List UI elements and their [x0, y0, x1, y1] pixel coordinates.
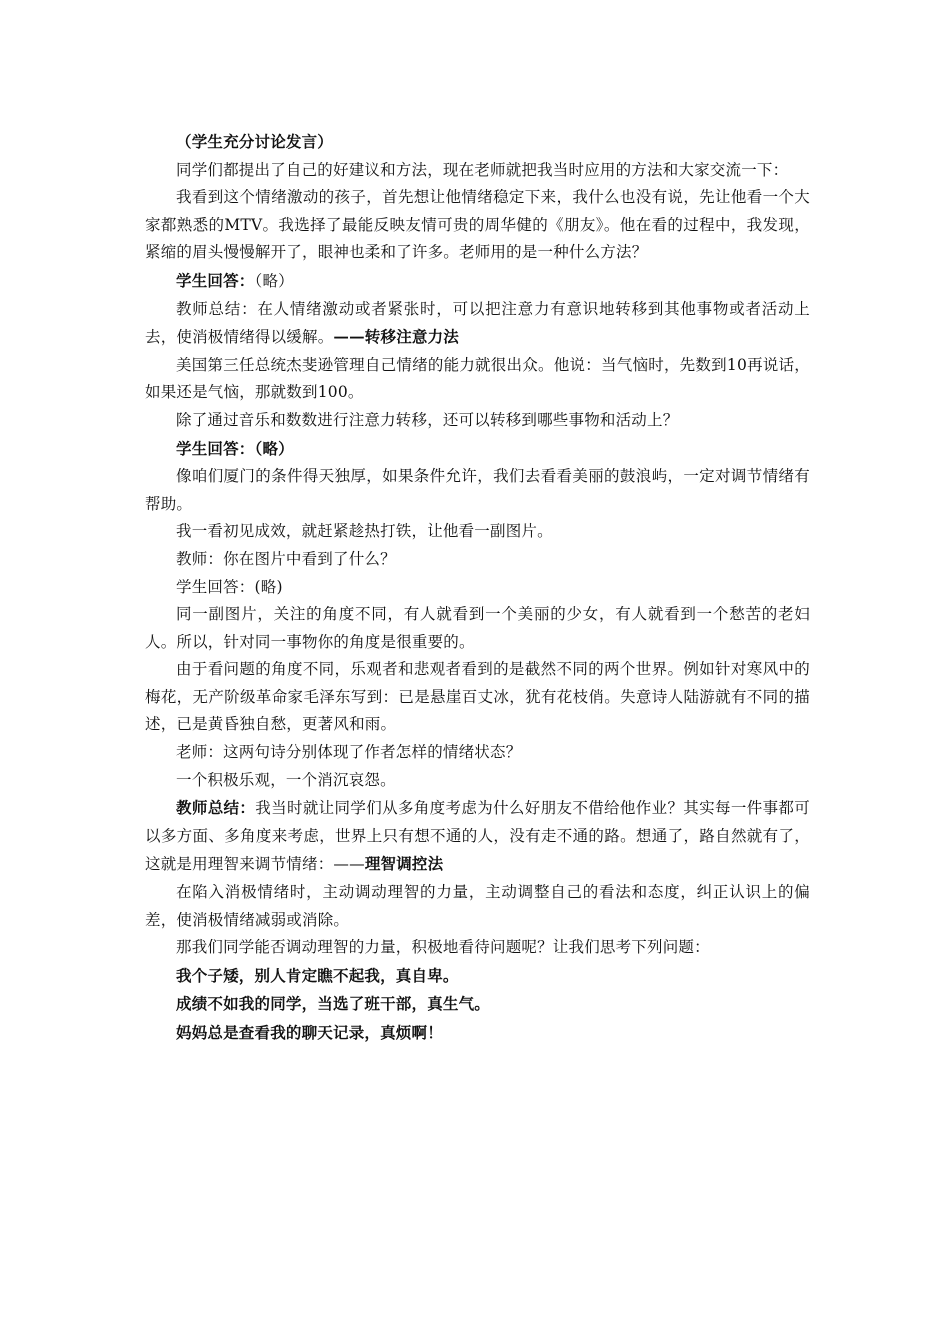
paragraph-text: 学生回答：: [176, 270, 255, 290]
paragraph-1: [145, 128, 810, 157]
paragraph-14: [145, 656, 810, 739]
paragraph-7: [145, 407, 810, 435]
paragraph-11: [145, 546, 810, 574]
document-page: [145, 128, 810, 1048]
question-text: 妈妈总是查看我的聊天记录，真烦啊！: [176, 1023, 443, 1042]
method-label: ——转移注意力法: [333, 327, 460, 347]
paragraph-text: 同一副图片，关注的角度不同，有人就看到一个美丽的少女，有人就看到一个愁苦的老妇人。所以，针对同一事物你的角度是很重要的。: [145, 605, 810, 651]
paragraph-4: [145, 267, 810, 296]
paragraph-text: 一个积极乐观，一个消沉哀怨。: [176, 770, 396, 789]
question-text: 成绩不如我的同学，当选了班干部，真生气。: [176, 994, 491, 1014]
paragraph-19: [145, 934, 810, 962]
paragraph-5: [145, 296, 810, 352]
paragraph-21: [145, 990, 810, 1019]
paragraph-17: [145, 794, 810, 879]
paragraph-text: 在陷入消极情绪时，主动调动理智的力量，主动调整自己的看法和态度，纠正认识上的偏差，使消极情绪减弱或消除。: [145, 883, 810, 929]
paragraph-16: [145, 767, 810, 795]
paragraph-8: [145, 435, 810, 464]
paragraph-2: [145, 157, 810, 185]
paragraph-10: [145, 518, 810, 546]
paragraph-text: （略）: [254, 271, 294, 290]
paragraph-3: [145, 184, 810, 267]
paragraph-22: [145, 1019, 810, 1048]
paragraph-12: [145, 574, 810, 602]
paragraph-text: 除了通过音乐和数数进行注意力转移，还可以转移到哪些事物和活动上？: [176, 410, 679, 429]
paragraph-13: [145, 601, 810, 656]
paragraph-15: [145, 739, 810, 767]
paragraph-text: 学生回答：(略): [176, 577, 283, 596]
paragraph-text: 美国第三任总统杰斐逊管理自己情绪的能力就很出众。他说：当气恼时，先数到10再说话，如果还是气恼，那就数到100。: [145, 355, 810, 402]
paragraph-9: [145, 463, 810, 518]
paragraph-6: [145, 352, 810, 407]
paragraph-text: 由于看问题的角度不同，乐观者和悲观者看到的是截然不同的两个世界。例如针对寒风中的梅花，无产阶级革命家毛泽东写到：已是悬崖百丈冰，犹有花枝俏。失意诗人陆游就有不同的描述，已是黄昏独自愁，更著风和雨。: [145, 660, 810, 734]
paragraph-text: 教师总结：: [176, 798, 256, 818]
method-label: 理智调控法: [364, 854, 444, 874]
paragraph-text: 教师：你在图片中看到了什么？: [176, 549, 396, 568]
paragraph-text: 像咱们厦门的条件得天独厚，如果条件允许，我们去看看美丽的鼓浪屿，一定对调节情绪有帮助。: [145, 467, 810, 513]
paragraph-text: 同学们都提出了自己的好建议和方法，现在老师就把我当时应用的方法和大家交流一下：: [176, 160, 789, 179]
paragraph-text: 老师：这两句诗分别体现了作者怎样的情绪状态？: [176, 743, 522, 762]
paragraph-text: 我当时就让同学们从多角度考虑为什么好朋友不借给他作业？其实每一件事都可以多方面、多角度来考虑，世界上只有想不通的人，没有走不通的路。想通了，路自然就有了，这就是用理智来调节情绪：——: [145, 799, 810, 874]
paragraph-text: 我一看初见成效，就赶紧趁热打铁，让他看一副图片。: [176, 522, 553, 541]
paragraph-text: 学生回答：（略）: [176, 438, 294, 458]
question-text: 我个子矮，别人肯定瞧不起我，真自卑。: [176, 965, 459, 985]
paragraph-text: 我看到这个情绪激动的孩子，首先想让他情绪稳定下来，我什么也没有说，先让他看一个大家都熟悉的MTV。我选择了最能反映友情可贵的周华健的《朋友》。他在看的过程中，我发现，紧缩的眉头慢慢解开了，眼神也柔和了许多。老师用的是一种什么方法？: [145, 188, 810, 262]
paragraph-text: （学生充分讨论发言）: [176, 132, 334, 151]
paragraph-text: 教师总结：在人情绪激动或者紧张时，可以把注意力有意识地转移到其他事物或者活动上去，使消极情绪得以缓解。: [145, 299, 810, 347]
paragraph-text: 那我们同学能否调动理智的力量，积极地看待问题呢？让我们思考下列问题：: [176, 938, 710, 957]
paragraph-20: [145, 962, 810, 991]
paragraph-18: [145, 879, 810, 934]
